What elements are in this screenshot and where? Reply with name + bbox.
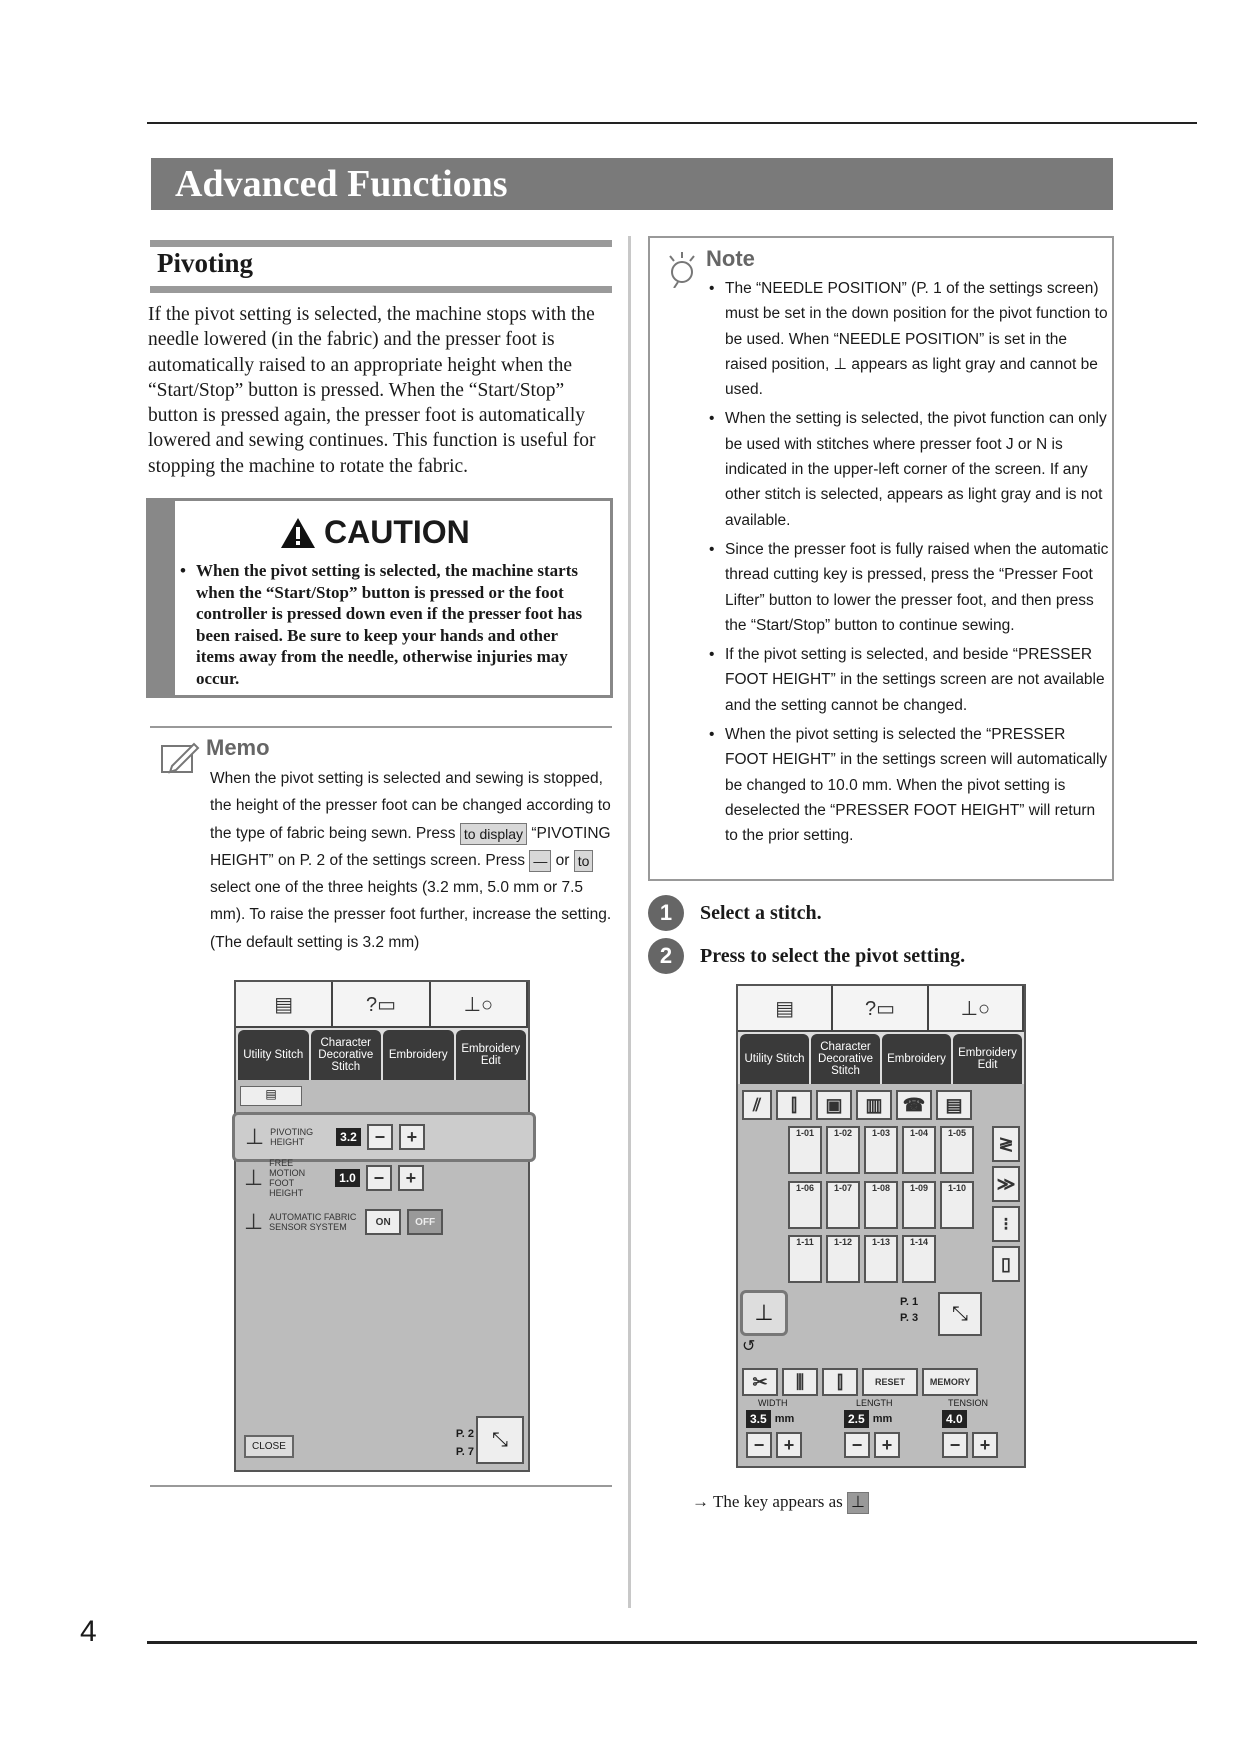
tension-label: TENSION	[948, 1398, 989, 1408]
memo-or: or	[555, 851, 570, 869]
step-2-number: 2	[648, 938, 684, 974]
note-item: • When the pivot setting is selected the “PRESSER FOOT HEIGHT” in the settings screen will automatically be changed to 10.0 mm. When the pivot setting is deselected the “PRESSER FOOT HEIGHT” will return to the prior setting.	[709, 726, 1108, 845]
memo-minus-chip: —	[529, 850, 551, 872]
screen2-page-arrows-button[interactable]: ⤡	[938, 1292, 982, 1336]
pivoting-height-value: 3.2	[336, 1128, 361, 1146]
step-2	[648, 938, 965, 974]
note-item: • If the pivot setting is selected, and beside “PRESSER FOOT HEIGHT” in the settings screen are not available and the setting cannot be changed.	[709, 646, 1105, 714]
top-rule	[147, 122, 1197, 124]
tab-embroidery-edit[interactable]: Embroidery Edit	[456, 1030, 527, 1080]
width-label: WIDTH	[758, 1398, 788, 1408]
section-bar-top	[150, 240, 612, 247]
arrow-category-icon[interactable]: ≫	[992, 1166, 1020, 1202]
length-plus-button[interactable]: +	[874, 1432, 900, 1458]
settings-icon[interactable]: ▤	[236, 982, 333, 1026]
tension-value: 4.0	[942, 1410, 967, 1428]
caution-heading	[280, 514, 470, 551]
stitch-screen	[736, 984, 1026, 1468]
pivoting-height-label: PIVOTING HEIGHT	[270, 1127, 314, 1147]
tab-embroidery[interactable]: Embroidery	[882, 1034, 951, 1084]
twin-needle-icon[interactable]: ⫿	[776, 1090, 812, 1120]
caution-strip	[149, 501, 175, 695]
sensor-on-button[interactable]: ON	[365, 1209, 401, 1235]
tension-readout	[942, 1410, 967, 1428]
free-motion-minus-button[interactable]: −	[366, 1165, 392, 1191]
stitch-grid	[788, 1126, 974, 1286]
buttonhole-category-icon[interactable]: ▯	[992, 1246, 1020, 1282]
memo-rule	[150, 726, 612, 728]
page-icon: ▤	[240, 1086, 302, 1106]
length-label: LENGTH	[856, 1398, 893, 1408]
step-1-text: Select a stitch.	[700, 901, 822, 924]
result-text: The key appears as	[712, 1492, 843, 1511]
width-plus-button[interactable]: +	[776, 1432, 802, 1458]
section-bar-bottom	[150, 286, 612, 293]
presser-foot-icon[interactable]: ⊥○	[431, 982, 528, 1026]
page-number: 4	[80, 1615, 97, 1648]
left-bottom-rule	[150, 1485, 612, 1487]
stitch-key[interactable]: 1-03	[864, 1126, 898, 1174]
memo-plus-chip: to	[574, 850, 594, 872]
scissors-icon[interactable]: ✂	[742, 1368, 778, 1396]
sensor-off-button[interactable]: OFF	[407, 1209, 443, 1235]
pivot-key-button[interactable]: ⊥	[740, 1290, 788, 1336]
step-2-text: Press to select the pivot setting.	[700, 944, 966, 967]
reverse-icon[interactable]: ↺	[742, 1338, 756, 1355]
screen2-page-current: P. 1	[900, 1296, 919, 1308]
page-total: P. 7	[455, 1446, 474, 1458]
section-body: If the pivot setting is selected, the machine stops with the needle lowered (in the fabric) and the presser foot is automatically raised to an appropriate height when the “Start/Stop” button is pressed. When the “Start/Stop” button is pressed again, the presser foot is automatically lowered and sewing continues. This function is useful for stopping the machine to rotate the fabric.	[148, 304, 596, 477]
pocket-icon[interactable]: ▤	[936, 1090, 972, 1120]
column-divider	[628, 236, 631, 1608]
stitch-key[interactable]: 1-13	[864, 1235, 898, 1283]
memory-button[interactable]: MEMORY	[922, 1368, 978, 1396]
needle-icon[interactable]: ⫽	[742, 1090, 772, 1120]
screen-top-icons	[236, 982, 528, 1028]
memo-line3: select one of the three heights (3.2 mm, 5.0 mm or 7.5 mm). To raise the presser foot further, increase the setting. (The default setting is 3.2 mm)	[210, 879, 612, 951]
length-minus-button[interactable]: −	[844, 1432, 870, 1458]
pivot-key-icon: ⊥	[847, 1492, 869, 1514]
free-motion-value: 1.0	[335, 1169, 360, 1187]
stitch-key[interactable]: 1-07	[826, 1181, 860, 1229]
free-motion-row	[244, 1158, 520, 1198]
page-arrows-button[interactable]: ⤡	[476, 1416, 524, 1464]
stitch-key[interactable]: 1-12	[826, 1235, 860, 1283]
fabric-sensor-row	[244, 1202, 520, 1242]
settings-screen	[234, 980, 530, 1472]
zigzag-category-icon[interactable]: ≷	[992, 1126, 1020, 1162]
result-arrow: →	[692, 1492, 709, 1511]
pivoting-minus-button[interactable]: −	[367, 1124, 393, 1150]
memo-line2: “PIVOTING HEIGHT” on P. 2 of the settings screen. Press	[210, 824, 611, 869]
book-icon[interactable]: ▥	[856, 1090, 892, 1120]
memo-line1: When the pivot setting is selected and sewing is stopped, the height of the presser foot can be changed according to the type of fabric being sewn. Press	[210, 770, 611, 842]
stitch-key[interactable]: 1-14	[902, 1235, 936, 1283]
stitch-key[interactable]: 1-06	[788, 1181, 822, 1229]
stitch-category-column	[992, 1126, 1020, 1286]
note-item: • When the setting is selected, the pivot function can only be used with stitches where presser foot J or N is indicated in the upper-left corner of the screen. If any other stitch is selected, appears as light gray and is not available.	[709, 410, 1107, 529]
function-keys-row	[742, 1090, 1020, 1120]
tab-character-decorative[interactable]: Character Decorative Stitch	[311, 1030, 382, 1080]
stitch-key[interactable]: 1-09	[902, 1181, 936, 1229]
stitch-key[interactable]: 1-05	[940, 1126, 974, 1174]
screen2-tabs	[738, 1032, 1024, 1084]
reset-button[interactable]: RESET	[862, 1368, 918, 1396]
memo-title: Memo	[206, 735, 270, 760]
memo-icon	[160, 740, 200, 776]
stitch-key[interactable]: 1-04	[902, 1126, 936, 1174]
settings-icon[interactable]: ▤	[738, 986, 833, 1030]
tab-character-decorative[interactable]: Character Decorative Stitch	[811, 1034, 880, 1084]
width-readout	[746, 1410, 794, 1428]
stitch-key[interactable]: 1-10	[940, 1181, 974, 1229]
chapter-title: Advanced Functions	[175, 163, 508, 205]
width-value: 3.5	[746, 1410, 771, 1428]
presser-foot-icon[interactable]: ⊥○	[929, 986, 1024, 1030]
memo-text	[210, 765, 620, 956]
length-value: 2.5	[844, 1410, 869, 1428]
help-icon[interactable]: ?▭	[833, 986, 928, 1030]
caution-body: When the pivot setting is selected, the machine starts when the “Start/Stop” button is pressed or the foot controller is pressed down even if the presser foot has been raised. Be sure to keep your hands and other items away from the needle, otherwise injuries may occur.	[196, 561, 583, 688]
length-buttons	[844, 1432, 900, 1458]
screen-tabs	[236, 1028, 528, 1080]
caution-title: CAUTION	[324, 514, 470, 550]
note-title: Note	[706, 246, 755, 271]
free-motion-plus-button[interactable]: +	[398, 1165, 424, 1191]
close-button[interactable]: CLOSE	[244, 1435, 294, 1458]
memo-display-chip: to display	[460, 823, 527, 845]
tension-minus-button[interactable]: −	[942, 1432, 968, 1458]
mirror-icon[interactable]: ⫼	[782, 1368, 818, 1396]
section-title: Pivoting	[157, 248, 254, 278]
note-item: • The “NEEDLE POSITION” (P. 1 of the settings screen) must be set in the down position for the pivot function to be used. When “NEEDLE POSITION” is set in the raised position, ⊥ appears as light gray and cannot be used.	[709, 280, 1108, 399]
pivoting-height-row	[232, 1112, 536, 1162]
needle-stop-icon[interactable]: ⫿	[822, 1368, 858, 1396]
note-item: • Since the presser foot is fully raised when the automatic thread cutting key is pressed, press the “Presser Foot Lifter” button to lower the presser foot, and then press the “Start/Stop” button to continue sewing.	[709, 540, 1109, 634]
tension-plus-button[interactable]: +	[972, 1432, 998, 1458]
caution-text	[180, 560, 600, 689]
tension-buttons	[942, 1432, 998, 1458]
width-buttons	[746, 1432, 802, 1458]
chapter-banner	[151, 158, 1113, 210]
help-icon[interactable]: ?▭	[333, 982, 430, 1026]
tab-embroidery[interactable]: Embroidery	[383, 1030, 454, 1080]
result-line	[692, 1492, 869, 1514]
fabric-sensor-label: AUTOMATIC FABRIC SENSOR SYSTEM	[269, 1212, 357, 1232]
screen2-top-icons	[738, 986, 1024, 1032]
foot-icon-2: ⊥	[244, 1165, 264, 1190]
tab-utility-stitch[interactable]: Utility Stitch	[740, 1034, 809, 1084]
dots-category-icon[interactable]: ⁝	[992, 1206, 1020, 1242]
width-unit: mm	[774, 1413, 795, 1425]
note-list	[709, 276, 1109, 853]
screen2-page-total: P. 3	[900, 1312, 919, 1324]
stitch-key[interactable]: 1-02	[826, 1126, 860, 1174]
tab-embroidery-edit[interactable]: Embroidery Edit	[953, 1034, 1022, 1084]
lightbulb-icon	[660, 248, 700, 288]
free-motion-label: FREE MOTION FOOT HEIGHT	[269, 1158, 306, 1198]
length-readout	[844, 1410, 892, 1428]
warning-icon	[280, 517, 316, 549]
stitch-key[interactable]: 1-01	[788, 1126, 822, 1174]
length-unit: mm	[872, 1413, 893, 1425]
caution-bullet: •	[180, 561, 186, 580]
lock-icon[interactable]: ▣	[816, 1090, 852, 1120]
page-current: P. 2	[455, 1428, 474, 1440]
pivoting-plus-button[interactable]: +	[399, 1124, 425, 1150]
tab-utility-stitch[interactable]: Utility Stitch	[238, 1030, 309, 1080]
stitch-key[interactable]: 1-08	[864, 1181, 898, 1229]
foot-icon: ⊥	[245, 1124, 265, 1149]
sensor-icon: ⊥	[244, 1209, 264, 1234]
machine-icon[interactable]: ☎	[896, 1090, 932, 1120]
width-minus-button[interactable]: −	[746, 1432, 772, 1458]
edit-keys-row	[742, 1368, 1020, 1398]
stitch-key[interactable]: 1-11	[788, 1235, 822, 1283]
step-1-number: 1	[648, 895, 684, 931]
bottom-rule	[147, 1641, 1197, 1644]
step-1	[648, 895, 822, 931]
